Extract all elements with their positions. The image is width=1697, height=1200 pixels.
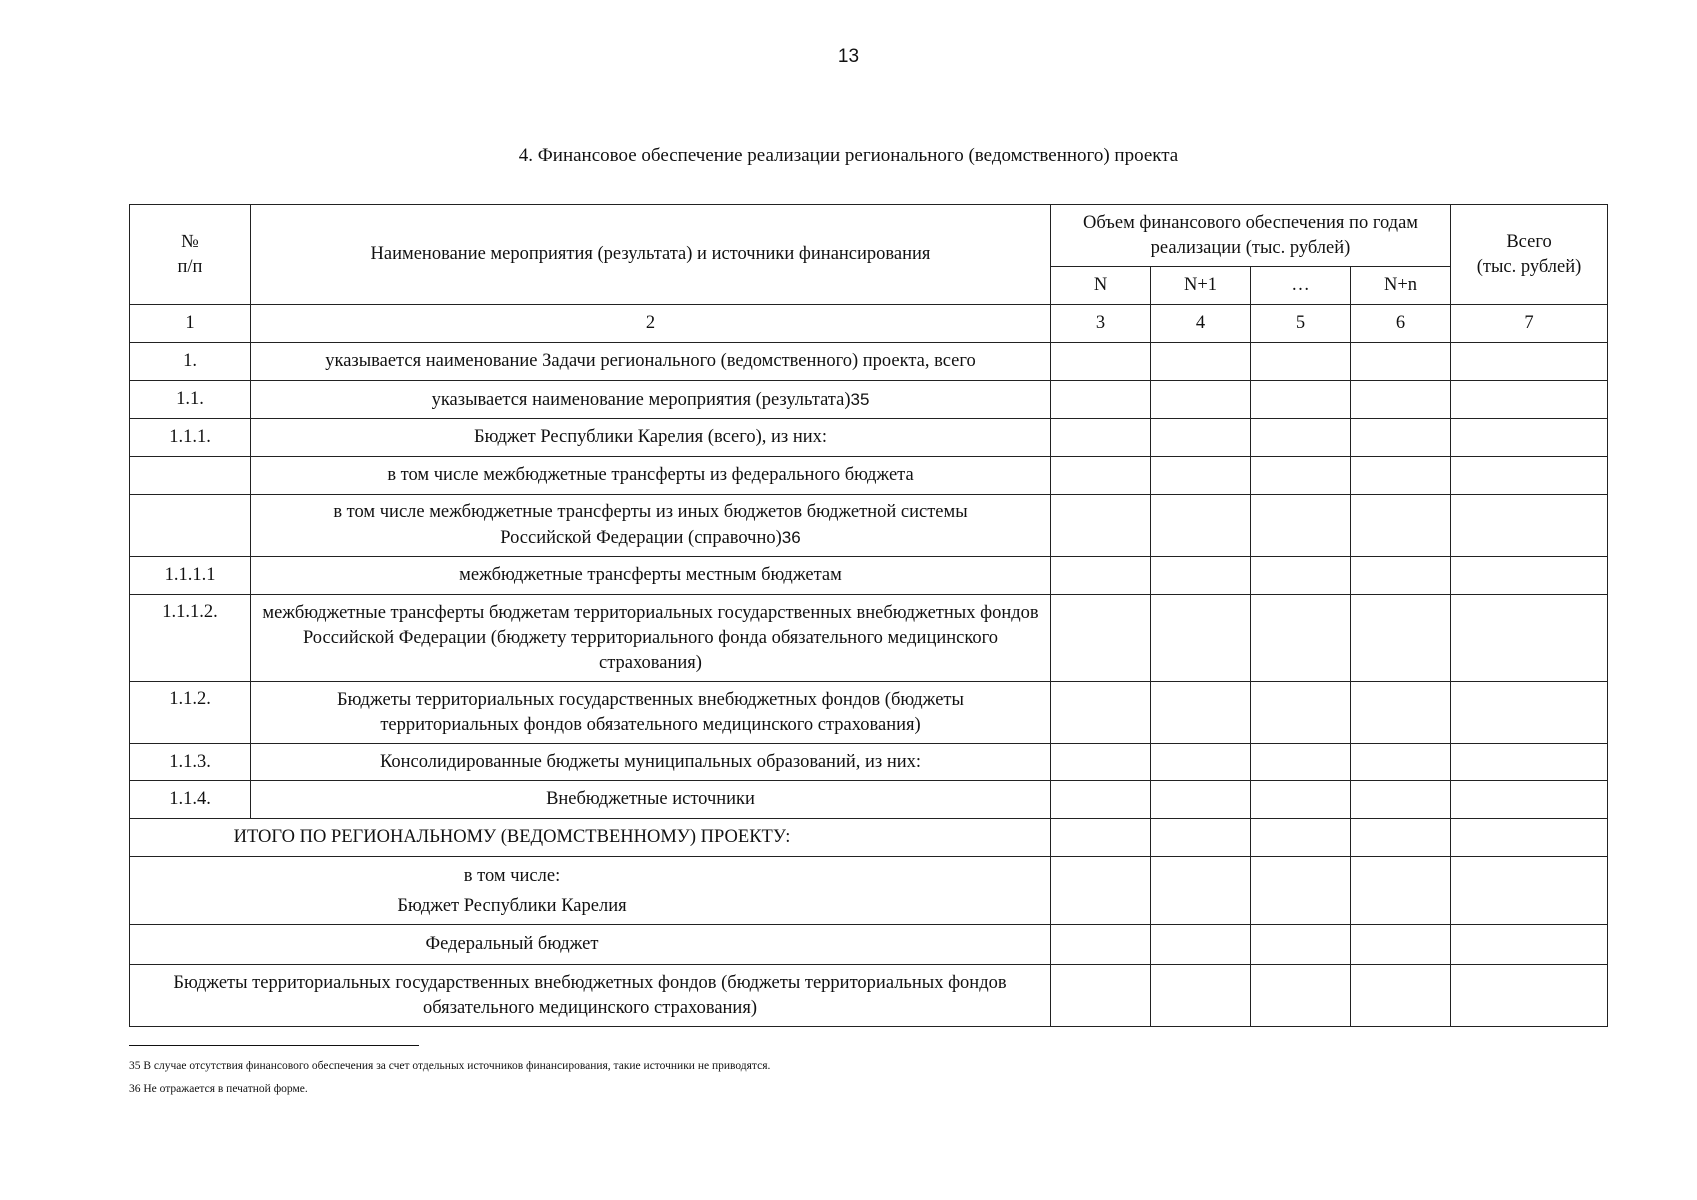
value-cell [1451, 595, 1608, 682]
total-label: ИТОГО ПО РЕГИОНАЛЬНОМУ (ВЕДОМСТВЕННОМУ) ПРОЕКТУ: [130, 819, 1051, 857]
value-cell [1251, 595, 1351, 682]
value-cell [1051, 343, 1151, 381]
row-num [130, 457, 251, 495]
table-row [130, 557, 1608, 595]
table-row [130, 381, 1608, 419]
col-number: 3 [1051, 305, 1151, 343]
table-row [130, 925, 1608, 965]
value-cell [1151, 744, 1251, 781]
value-cell [1451, 495, 1608, 557]
value-cell [1351, 557, 1451, 595]
value-cell [1351, 925, 1451, 965]
value-cell [1251, 557, 1351, 595]
row-name: межбюджетные трансферты бюджетам территориальных государственных внебюджетных фондов Российской Федерации (бюджету территориального фонда обязательного медицинского страхования) [251, 595, 1051, 682]
value-cell [1251, 457, 1351, 495]
value-cell [1351, 682, 1451, 744]
including-cell [130, 857, 1051, 925]
row-name-cell [251, 495, 1051, 557]
row-name: указывается наименование мероприятия (результата) [431, 389, 851, 410]
year-n: N [1051, 267, 1151, 305]
value-cell [1451, 857, 1608, 925]
value-cell [1151, 819, 1251, 857]
header-num-cell [130, 205, 251, 305]
value-cell [1151, 557, 1251, 595]
total-row [130, 819, 1608, 857]
value-cell [1351, 819, 1451, 857]
value-cell [1451, 925, 1608, 965]
year-n-plus-n: N+n [1351, 267, 1451, 305]
value-cell [1451, 965, 1608, 1027]
value-cell [1451, 381, 1608, 419]
value-cell [1151, 682, 1251, 744]
row-name-line-2 [255, 525, 1046, 551]
value-cell [1051, 857, 1151, 925]
footnote-ref: 36 [781, 528, 801, 547]
header-num: № [181, 231, 199, 252]
value-cell [1451, 744, 1608, 781]
value-cell [1251, 781, 1351, 819]
value-cell [1251, 682, 1351, 744]
value-cell [1051, 457, 1151, 495]
financing-table [129, 204, 1608, 1027]
year-ellipsis: … [1251, 267, 1351, 305]
funds-budget-label: Бюджеты территориальных государственных внебюджетных фондов (бюджеты территориальных фондов обязательного медицинского страхования) [130, 965, 1051, 1027]
table-row [130, 457, 1608, 495]
value-cell [1051, 419, 1151, 457]
table-row [130, 744, 1608, 781]
header-total-cell [1451, 205, 1608, 305]
value-cell [1451, 781, 1608, 819]
value-cell [1051, 495, 1151, 557]
page-number: 13 [837, 46, 860, 67]
header-num-pp: п/п [177, 256, 203, 277]
value-cell [1151, 495, 1251, 557]
value-cell [1451, 457, 1608, 495]
section-title: 4. Финансовое обеспечение реализации регионального (ведомственного) проекта [518, 145, 1179, 166]
row-name: Бюджеты территориальных государственных внебюджетных фондов (бюджеты территориальных фондов обязательного медицинского страхования) [251, 682, 1051, 744]
value-cell [1451, 682, 1608, 744]
value-cell [1051, 781, 1151, 819]
table-row [130, 595, 1608, 682]
value-cell [1151, 965, 1251, 1027]
value-cell [1251, 419, 1351, 457]
value-cell [1451, 557, 1608, 595]
value-cell [1351, 965, 1451, 1027]
row-name: в том числе межбюджетные трансферты из федерального бюджета [251, 457, 1051, 495]
value-cell [1351, 343, 1451, 381]
row-num: 1.1.3. [130, 744, 251, 781]
value-cell [1151, 457, 1251, 495]
value-cell [1151, 781, 1251, 819]
value-cell [1051, 965, 1151, 1027]
value-cell [1051, 682, 1151, 744]
value-cell [1151, 925, 1251, 965]
value-cell [1051, 925, 1151, 965]
row-num: 1.1. [130, 381, 251, 419]
value-cell [1251, 381, 1351, 419]
value-cell [1051, 819, 1151, 857]
footnote-ref: 35 [850, 389, 870, 409]
value-cell [1151, 343, 1251, 381]
year-n-plus-1: N+1 [1151, 267, 1251, 305]
value-cell [1051, 744, 1151, 781]
row-name: Консолидированные бюджеты муниципальных образований, из них: [251, 744, 1051, 781]
row-num: 1. [130, 343, 251, 381]
row-num: 1.1.2. [130, 682, 251, 744]
value-cell [1351, 457, 1451, 495]
row-num: 1.1.4. [130, 781, 251, 819]
value-cell [1351, 595, 1451, 682]
value-cell [1251, 343, 1351, 381]
footnote: 36 Не отражается в печатной форме. [129, 1083, 308, 1095]
row-num: 1.1.1.1 [130, 557, 251, 595]
value-cell [1251, 965, 1351, 1027]
value-cell [1251, 925, 1351, 965]
col-number: 5 [1251, 305, 1351, 343]
col-number: 1 [130, 305, 251, 343]
table-row [130, 495, 1608, 557]
header-total: Всего [1506, 231, 1552, 252]
table-row [130, 343, 1608, 381]
col-number: 7 [1451, 305, 1608, 343]
row-name: межбюджетные трансферты местным бюджетам [251, 557, 1051, 595]
header-volume: Объем финансового обеспечения по годам реализации (тыс. рублей) [1051, 205, 1451, 267]
federal-budget-label: Федеральный бюджет [130, 925, 1051, 965]
col-number: 4 [1151, 305, 1251, 343]
value-cell [1251, 857, 1351, 925]
footnote-separator [129, 1045, 419, 1046]
table-row [130, 781, 1608, 819]
karelia-budget-label: Бюджет Республики Карелия [397, 895, 627, 916]
value-cell [1351, 781, 1451, 819]
value-cell [1051, 557, 1151, 595]
table-row [130, 965, 1608, 1027]
value-cell [1051, 595, 1151, 682]
table-row [130, 682, 1608, 744]
row-name: Внебюджетные источники [251, 781, 1051, 819]
row-name: Российской Федерации (справочно) [500, 528, 782, 548]
value-cell [1251, 819, 1351, 857]
value-cell [1151, 419, 1251, 457]
value-cell [1351, 381, 1451, 419]
value-cell [1451, 343, 1608, 381]
value-cell [1351, 495, 1451, 557]
value-cell [1251, 495, 1351, 557]
value-cell [1151, 595, 1251, 682]
table-row [130, 419, 1608, 457]
value-cell [1351, 857, 1451, 925]
table-row [130, 857, 1608, 925]
col-number: 6 [1351, 305, 1451, 343]
row-name-cell [251, 381, 1051, 419]
column-numbers-row [130, 305, 1608, 343]
value-cell [1351, 744, 1451, 781]
header-row [130, 205, 1608, 267]
row-num: 1.1.1.2. [130, 595, 251, 682]
value-cell [1351, 419, 1451, 457]
row-name: Бюджет Республики Карелия (всего), из них: [251, 419, 1051, 457]
row-name-line: в том числе межбюджетные трансферты из иных бюджетов бюджетной системы [333, 502, 968, 522]
col-number: 2 [251, 305, 1051, 343]
row-num: 1.1.1. [130, 419, 251, 457]
value-cell [1051, 381, 1151, 419]
value-cell [1151, 381, 1251, 419]
value-cell [1451, 419, 1608, 457]
footnote: 35 В случае отсутствия финансового обеспечения за счет отдельных источников финансирования, такие источники не приводятся. [129, 1060, 771, 1072]
including-label: в том числе: [463, 865, 561, 886]
row-num [130, 495, 251, 557]
header-name: Наименование мероприятия (результата) и источники финансирования [251, 205, 1051, 305]
header-total-units: (тыс. рублей) [1476, 256, 1582, 277]
row-name: указывается наименование Задачи регионального (ведомственного) проекта, всего [251, 343, 1051, 381]
value-cell [1251, 744, 1351, 781]
value-cell [1451, 819, 1608, 857]
value-cell [1151, 857, 1251, 925]
